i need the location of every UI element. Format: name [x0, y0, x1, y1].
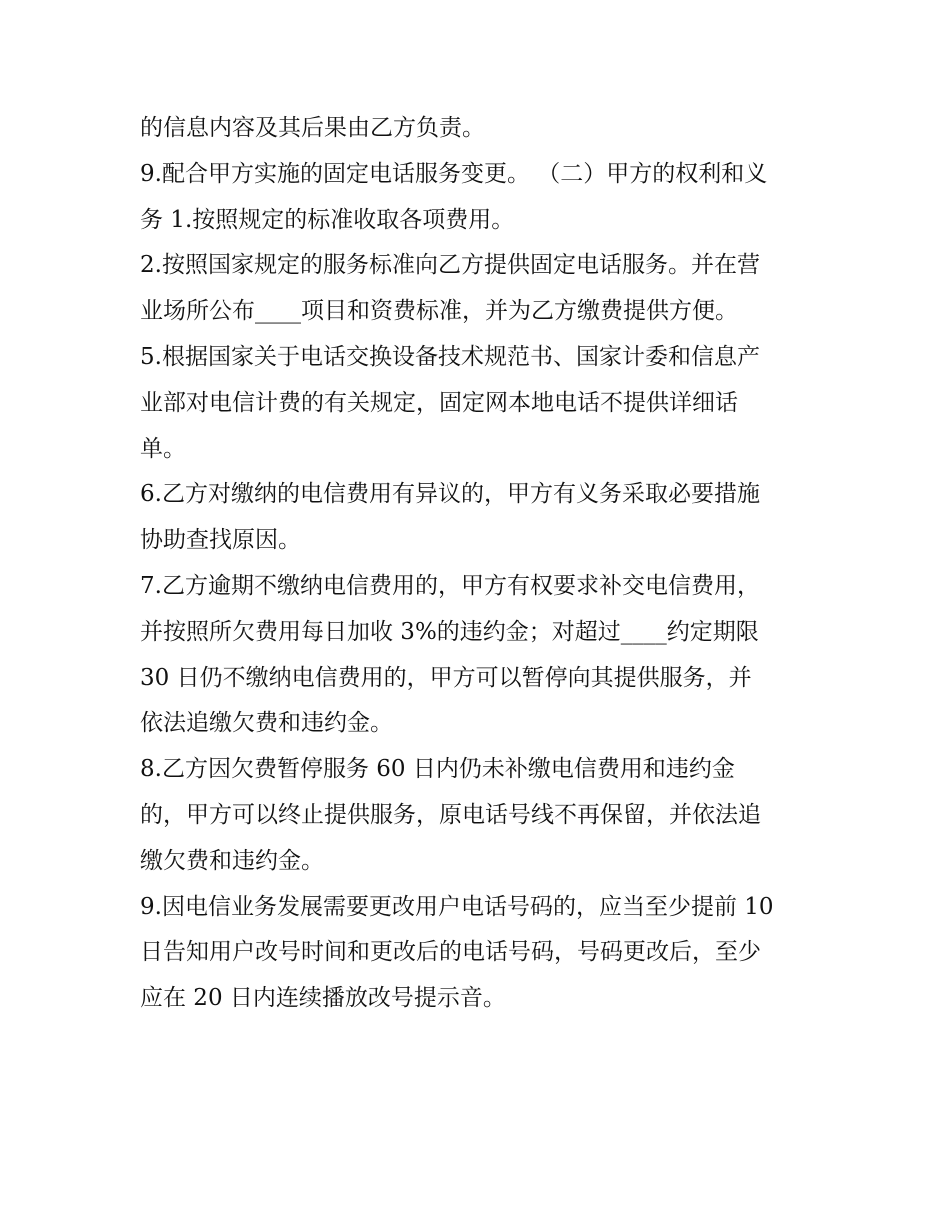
text-line: 日告知用户改号时间和更改后的电话号码，号码更改后，至少 — [140, 939, 761, 966]
text-line: 7.乙方逾期不缴纳电信费用的，甲方有权要求补交电信费用， — [140, 572, 760, 599]
text-line: 的，甲方可以终止提供服务，原电话号线不再保留，并依法追 — [140, 801, 761, 828]
text-line: 并按照所欠费用每日加收 3%的违约金；对超过____约定期限 — [140, 618, 759, 645]
document-body — [140, 106, 830, 1022]
text-line: 业场所公布____项目和资费标准，并为乙方缴费提供方便。 — [140, 298, 738, 325]
text-line: 协助查找原因。 — [140, 527, 301, 554]
text-line: 业部对电信计费的有关规定，固定网本地电话不提供详细话 — [140, 389, 738, 416]
text-line: 应在 20 日内连续播放改号提示音。 — [140, 985, 506, 1012]
text-line: 依法追缴欠费和违约金。 — [140, 710, 393, 737]
text-line: 8.乙方因欠费暂停服务 60 日内仍未补缴电信费用和违约金 — [140, 756, 735, 783]
text-line: 单。 — [140, 435, 186, 462]
text-line: 9.因电信业务发展需要更改用户电话号码的，应当至少提前 10 — [140, 893, 774, 920]
text-line: 30 日仍不缴纳电信费用的，甲方可以暂停向其提供服务，并 — [140, 664, 752, 691]
text-line: 的信息内容及其后果由乙方负责。 — [140, 115, 485, 141]
text-line: 5.根据国家关于电话交换设备技术规范书、国家计委和信息产 — [140, 343, 760, 370]
text-line: 缴欠费和违约金。 — [140, 847, 324, 874]
text-line: 6.乙方对缴纳的电信费用有异议的，甲方有义务采取必要措施 — [140, 481, 760, 508]
text-line: 务 1.按照规定的标准收取各项费用。 — [140, 206, 515, 233]
text-line: 9.配合甲方实施的固定电话服务变更。 （二）甲方的权利和义 — [140, 160, 768, 187]
text-line: 2.按照国家规定的服务标准向乙方提供固定电话服务。并在营 — [140, 252, 760, 279]
